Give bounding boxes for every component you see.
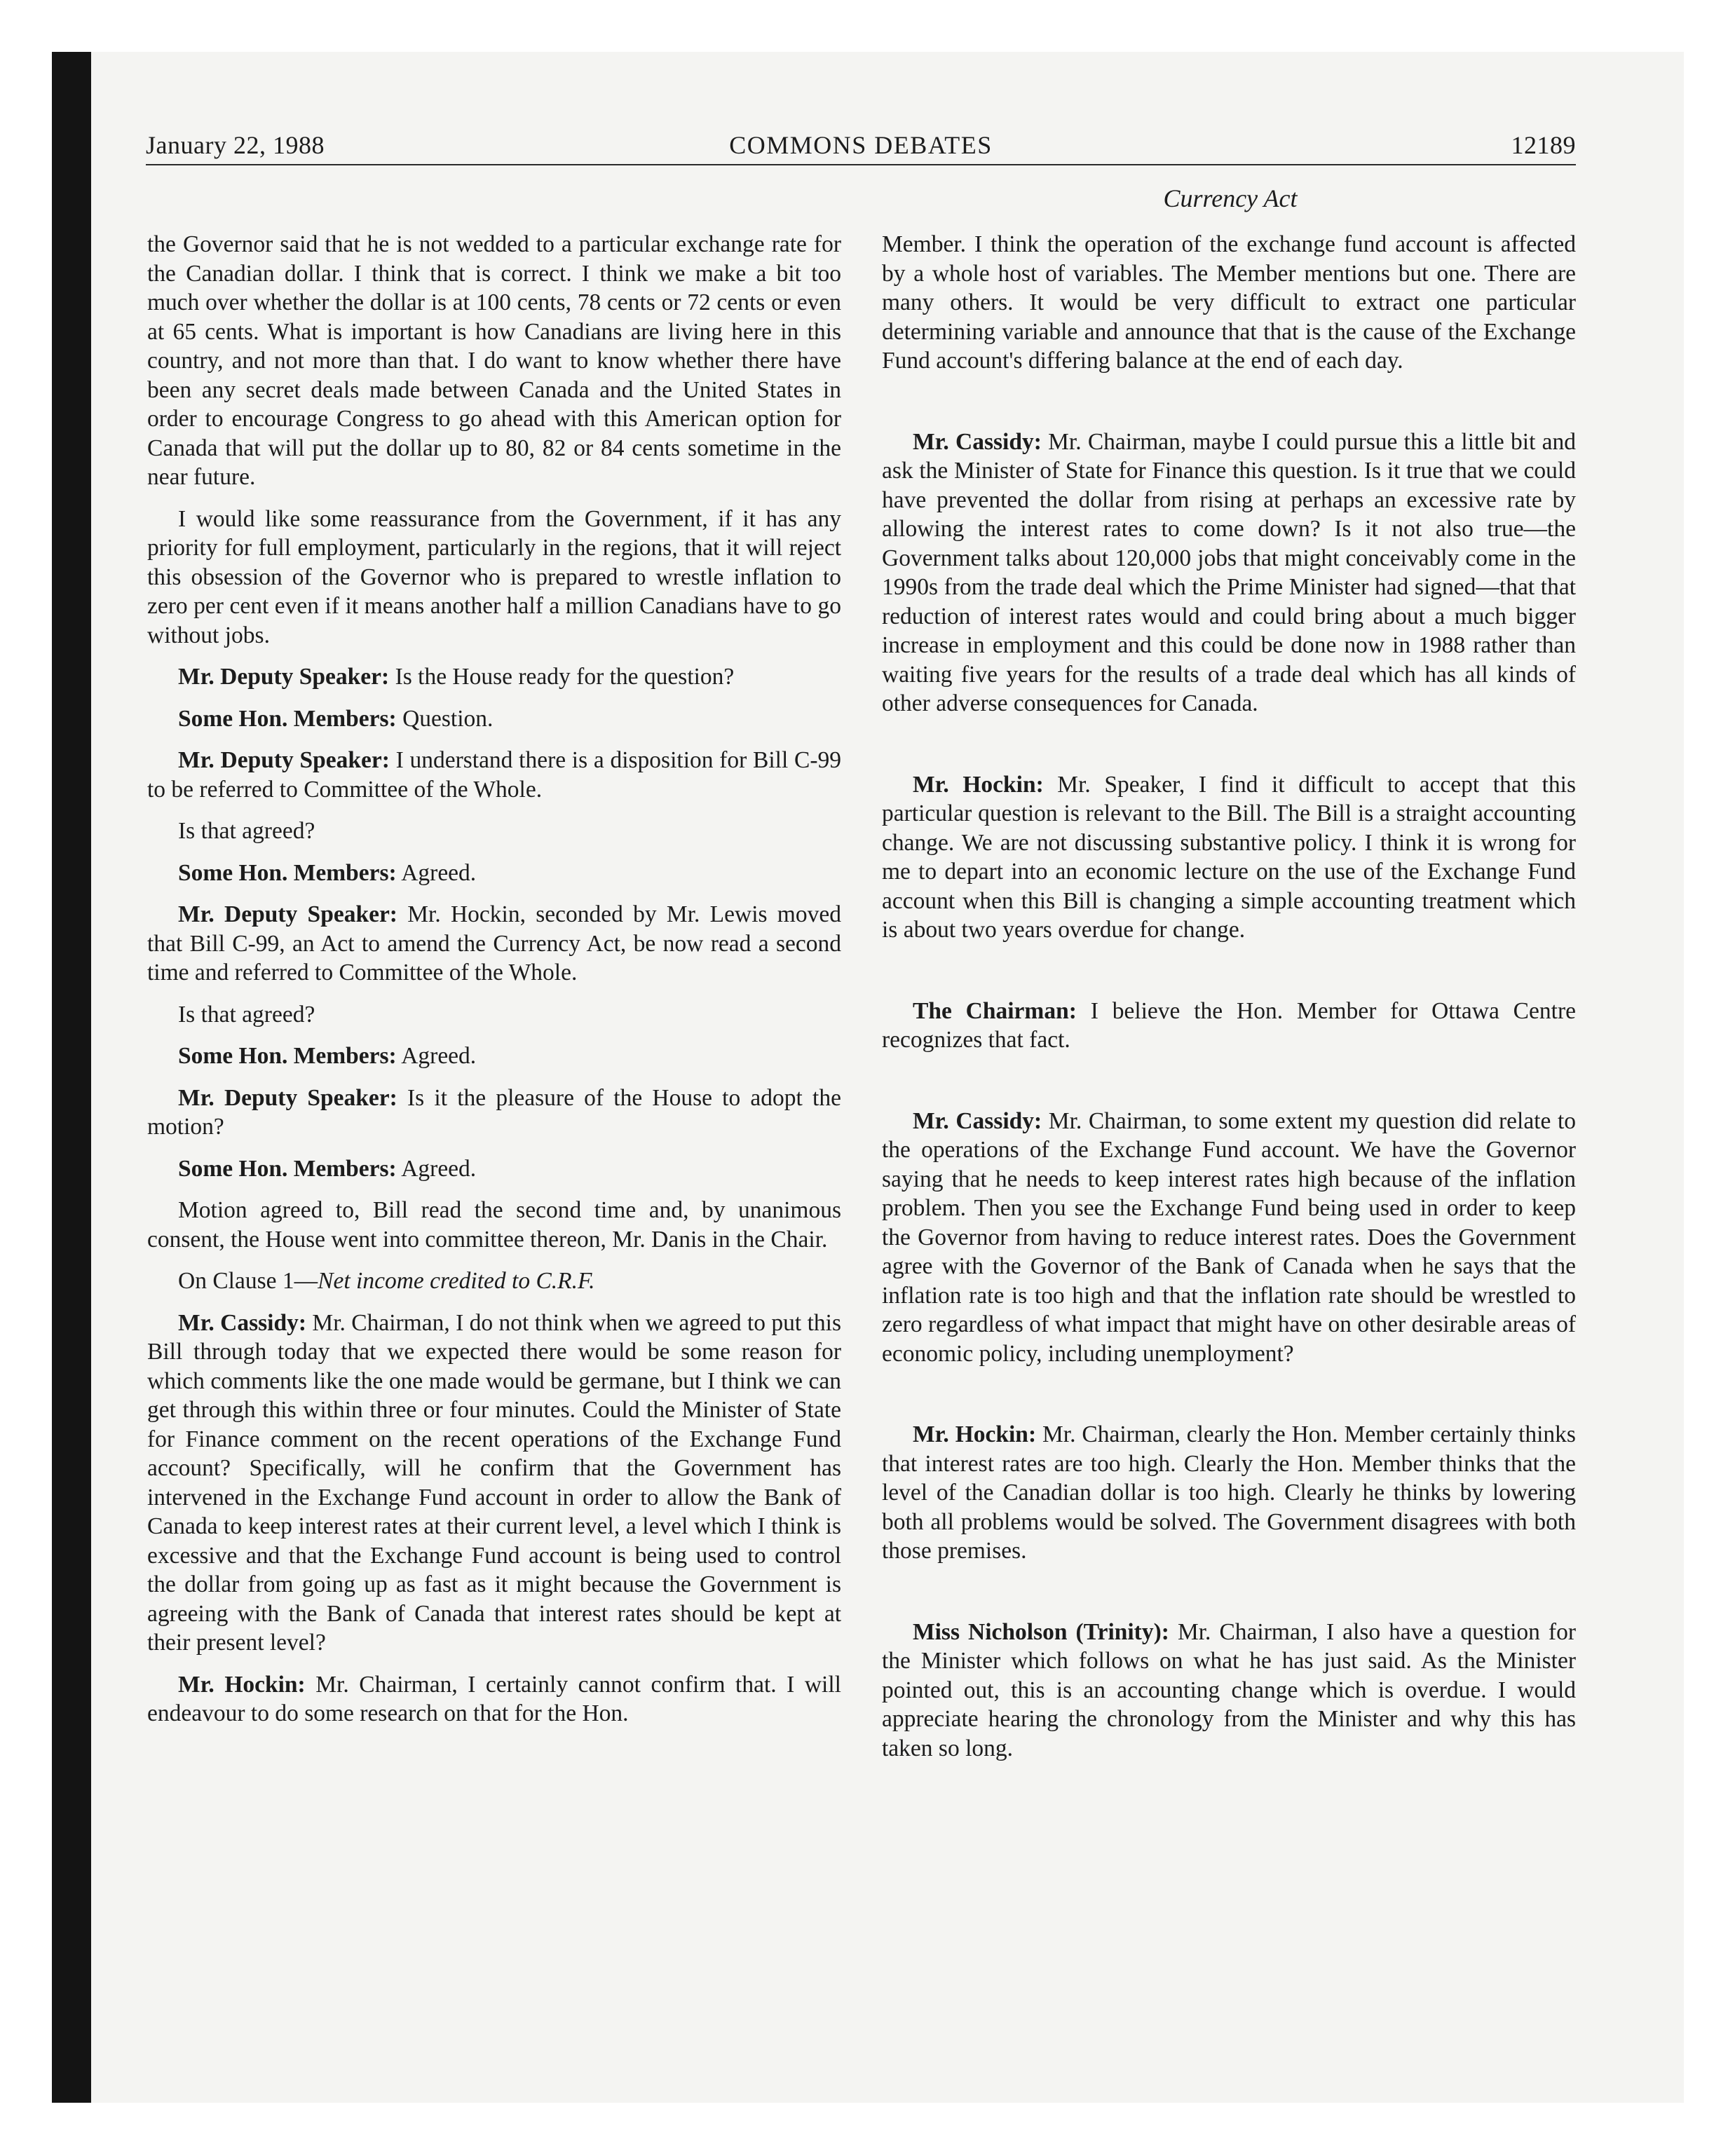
speech-text: I believe the Hon. Member for Ottawa Centre recognizes that fact. bbox=[882, 997, 1576, 1053]
speech-text: Agreed. bbox=[396, 1043, 477, 1069]
speaker-name: Mr. Hockin: bbox=[178, 1671, 306, 1698]
speech bbox=[147, 900, 841, 988]
paragraph: Member. I think the operation of the exchange fund account is affected by a whole host of variables. The Member mentions but one. There are many others. It would be very difficult to extract one particular determining variable and announce that that is the cause of the Exchange Fund account's differing balance at the end of each day. bbox=[882, 231, 1576, 374]
speech bbox=[882, 1420, 1576, 1566]
speech bbox=[147, 1309, 841, 1658]
clause-heading bbox=[147, 1267, 841, 1296]
clause-lead: On Clause 1— bbox=[178, 1268, 318, 1294]
speaker-name: Some Hon. Members: bbox=[178, 859, 397, 886]
speech-text: Agreed. bbox=[396, 1155, 477, 1182]
speech bbox=[147, 746, 841, 804]
speech-text: Mr. Chairman, I certainly cannot confirm that. I will endeavour to do some research on that for the Hon. bbox=[147, 1671, 841, 1726]
speaker-name: Some Hon. Members: bbox=[178, 1155, 397, 1182]
speech-text: Is the House ready for the question? bbox=[389, 664, 735, 690]
speaker-name: Some Hon. Members: bbox=[178, 705, 397, 732]
speech-text: Mr. Chairman, clearly the Hon. Member certainly thinks that interest rates are too high. Clearly the Hon. Member thinks that the level of the Canadian dollar is too high. Clearly he thinks by lowering both all problems would be solved. The Government disagrees with both those premises. bbox=[882, 1421, 1576, 1564]
speaker-name: Mr. Deputy Speaker: bbox=[178, 747, 390, 773]
left-column bbox=[147, 230, 841, 1741]
speech-text: Agreed. bbox=[396, 859, 477, 886]
clause-title: Net income credited to C.R.F. bbox=[318, 1268, 595, 1294]
speech bbox=[882, 1107, 1576, 1369]
header-title: COMMONS DEBATES bbox=[729, 131, 993, 159]
speech-text: Mr. Speaker, I find it difficult to accept that this particular question is relevant to the Bill. The Bill is a straight accounting change. We are not discussing substantive policy. I think it is wrong for me to depart into an economic lecture on the use of the Exchange Fund account when this Bill is changing a simple accounting treatment which is about two years overdue for change. bbox=[882, 771, 1576, 943]
paragraph: Is that agreed? bbox=[178, 1001, 315, 1028]
speaker-name: Mr. Cassidy: bbox=[913, 428, 1042, 455]
speech-text: I understand there is a disposition for Bill C-99 to be referred to Committee of the Whole. bbox=[147, 747, 841, 803]
speech bbox=[147, 1084, 841, 1142]
speech bbox=[882, 428, 1576, 718]
speaker-name: Miss Nicholson (Trinity): bbox=[913, 1618, 1169, 1645]
speech-text: Mr. Chairman, to some extent my question did relate to the operations of the Exchange Fund account. We have the Governor saying that he needs to keep interest rates high because of the inflation problem. Then you see the Exchange Fund being used in order to keep the Governor from having to reduce interest rates. Does the Government agree with the Governor of the Bank of Canada when he says that the inflation rate is too high and that the inflation rate should be wrestled to zero regardless of what impact that might have on other desirable areas of economic policy, including unemployment? bbox=[882, 1107, 1576, 1367]
speaker-name: Mr. Cassidy: bbox=[178, 1309, 307, 1336]
speaker-name: Mr. Hockin: bbox=[913, 771, 1044, 798]
speech bbox=[147, 1670, 841, 1728]
speech bbox=[882, 770, 1576, 945]
speech-text: Mr. Chairman, I also have a question for the Minister which follows on what he has just said. As the Minister pointed out, this is an accounting change which is overdue. I would appreciate hearing the chronology from the Minister and why this has taken so long. bbox=[882, 1618, 1576, 1761]
speech bbox=[882, 997, 1576, 1055]
scan-edge bbox=[52, 52, 91, 2103]
speech-text: Question. bbox=[396, 705, 494, 732]
speech bbox=[147, 859, 841, 888]
paragraph: I would like some reassurance from the Government, if it has any priority for full employment, particularly in the regions, that it will reject this obsession of the Governor who is prepared to wrestle inflation to zero per cent even if it means another half a million Canadians have to go without jobs. bbox=[147, 505, 841, 648]
speech bbox=[147, 662, 841, 692]
header-date: January 22, 1988 bbox=[146, 131, 325, 159]
speaker-name: Mr. Deputy Speaker: bbox=[178, 664, 390, 690]
speaker-name: Mr. Hockin: bbox=[913, 1421, 1037, 1447]
speaker-name: Mr. Deputy Speaker: bbox=[178, 901, 397, 927]
speaker-name: Mr. Deputy Speaker: bbox=[178, 1084, 397, 1111]
header-page-number: 12189 bbox=[1511, 131, 1576, 159]
speech bbox=[147, 1154, 841, 1184]
speech bbox=[147, 704, 841, 734]
speech-text: Mr. Chairman, I do not think when we agreed to put this Bill through today that we expected there would be some reason for which comments like the one made would be germane, but I think we can get through this within three or four minutes. Could the Minister of State for Finance comment on the recent operations of the Exchange Fund account? Specifically, will he confirm that the Government has intervened in the Exchange Fund account in order to allow the Bank of Canada to keep interest rates at their current level, a level which I think is excessive and that the Exchange Fund account is being used to control the dollar from going up as fast as it might because the Government is agreeing with the Bank of Canada that interest rates should be kept at their present level? bbox=[147, 1309, 841, 1656]
speaker-name: Some Hon. Members: bbox=[178, 1043, 397, 1069]
speech bbox=[147, 1042, 841, 1071]
paragraph: Is that agreed? bbox=[178, 818, 315, 844]
running-head: Currency Act bbox=[1163, 184, 1298, 212]
speech bbox=[882, 1618, 1576, 1763]
speech-text: Mr. Hockin, seconded by Mr. Lewis moved that Bill C-99, an Act to amend the Currency Act, be now read a second time and referred to Committee of the Whole. bbox=[147, 901, 841, 985]
page-header bbox=[146, 130, 1576, 165]
paragraph: the Governor said that he is not wedded to a particular exchange rate for the Canadian dollar. I think that is correct. I think we make a bit too much over whether the dollar is at 100 cents, 78 cents or 72 cents or even at 65 cents. What is important is how Canadians are living here in this country, and not more than that. I do want to know whether there have been any secret deals made between Canada and the United States in order to encourage Congress to go ahead with this American option for Canada that will put the dollar up to 80, 82 or 84 cents sometime in the near future. bbox=[147, 231, 841, 490]
speech-text: Mr. Chairman, maybe I could pursue this a little bit and ask the Minister of State for Finance this question. Is it true that we could have prevented the dollar from rising at perhaps an excessive rate by allowing the interest rates to come down? Is it not also true—the Government talks about 120,000 jobs that might conceivably come in the 1990s from the trade deal which the Prime Minister had signed—that that reduction of interest rates would and could bring about a much bigger increase in employment and this could be done now in 1988 rather than waiting five years for the results of a trade deal which has all kinds of other adverse consequences for Canada. bbox=[882, 428, 1576, 716]
right-column bbox=[882, 230, 1576, 1775]
header-rule bbox=[146, 164, 1576, 165]
speaker-name: Mr. Cassidy: bbox=[913, 1107, 1042, 1134]
speech-text: Is it the pleasure of the House to adopt the motion? bbox=[147, 1084, 841, 1140]
speaker-name: The Chairman: bbox=[913, 997, 1077, 1024]
paragraph: Motion agreed to, Bill read the second time and, by unanimous consent, the House went into committee thereon, Mr. Danis in the Chair. bbox=[147, 1197, 841, 1253]
